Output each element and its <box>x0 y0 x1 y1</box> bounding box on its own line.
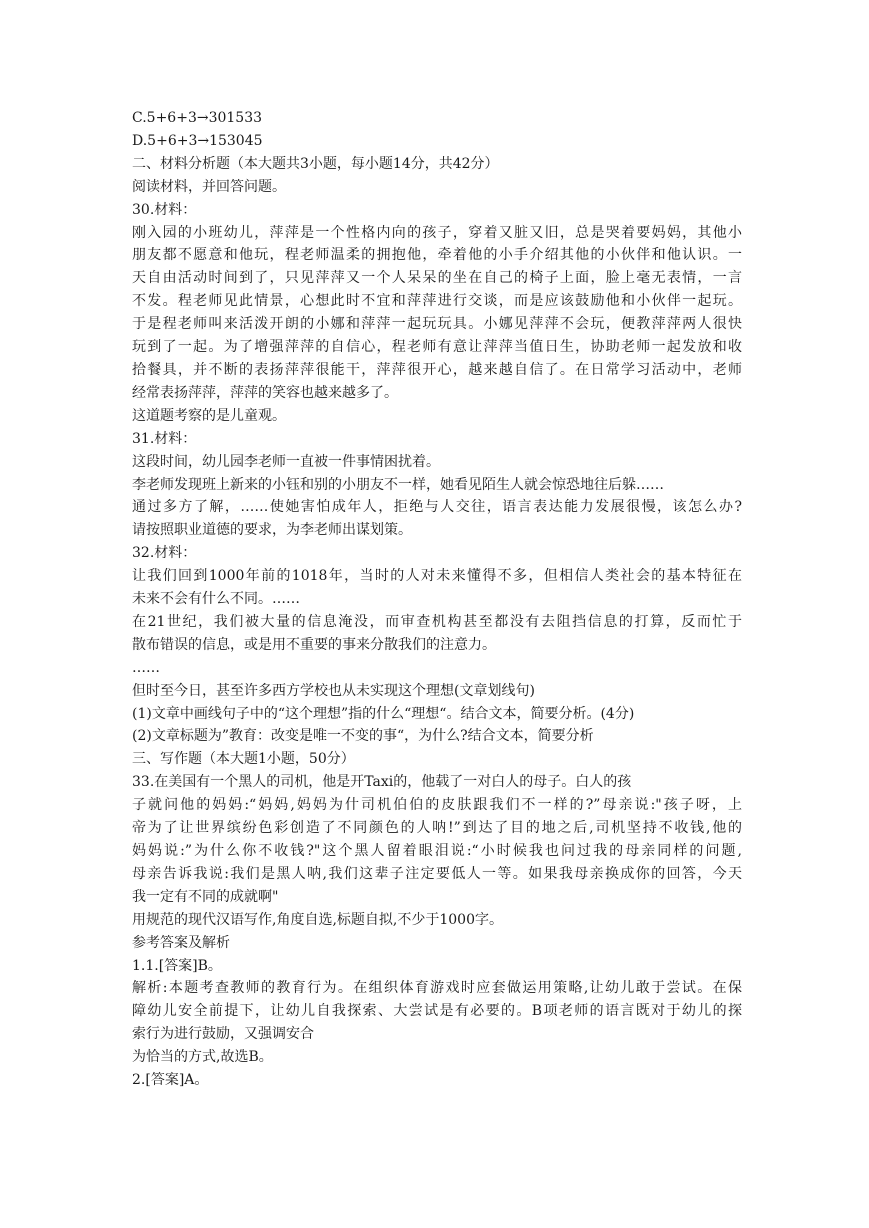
paragraph-line: 帝为了让世界缤纷色彩创造了不同颜色的人呐!”到达了目的地之后,司机坚持不收钱,他的 <box>132 820 742 837</box>
section-heading-writing: 三、写作题（本大题1小题，50分） <box>132 751 355 768</box>
option-c: C.5+6+3→301533 <box>132 110 263 126</box>
answer-1: 1.1.[答案]B。 <box>132 957 222 974</box>
section-heading-material-analysis: 二、材料分析题（本大题共3小题，每小题14分，共42分） <box>132 155 499 172</box>
question-32-label: 32.材料： <box>132 545 197 562</box>
paragraph-line: 母亲告诉我说:我们是黑人呐,我们这辈子注定要低人一等。如果我母亲换成你的回答，今天 <box>132 865 742 882</box>
sub-question-2: (2)文章标题为”教育：改变是唯一不变的事“，为什么?结合文本，简要分析 <box>132 728 594 745</box>
instruction-text: 阅读材料，并回答问题。 <box>132 178 286 195</box>
paragraph-line: 让我们回到1000年前的1018年，当时的人对未来懂得不多，但相信人类社会的基本特征在 <box>132 568 742 585</box>
paragraph-line: 这段时间，幼儿园李老师一直被一件事情困扰着。 <box>132 453 440 470</box>
paragraph-line: 李老师发现班上新来的小钰和别的小朋友不一样，她看见陌生人就会惊恐地往后躲…… <box>132 476 664 493</box>
explanation-line: 解析:本题考查教师的教育行为。在组织体育游戏时应套做运用策略,让幼儿敢于尝试。在保 <box>132 980 742 997</box>
explanation-line: 障幼儿安全前提下，让幼儿自我探索、大尝试是有必要的。B项老师的语言既对于幼儿的探 <box>132 1003 742 1020</box>
paragraph-line: 请按照职业道德的要求，为李老师出谋划策。 <box>132 522 412 539</box>
answers-heading: 参考答案及解析 <box>132 934 230 951</box>
answer-2: 2.[答案]A。 <box>132 1072 209 1089</box>
paragraph-line: 但时至今日，甚至许多西方学校也从未实现这个理想(文章划线句) <box>132 682 535 699</box>
sub-question-1: (1)文章中画线句子中的“这个理想”指的什么“理想“。结合文本，简要分析。(4分) <box>132 705 635 722</box>
question-30-label: 30.材料： <box>132 201 197 218</box>
writing-instruction: 用规范的现代汉语写作,角度自选,标题自拟,不少于1000字。 <box>132 911 503 928</box>
paragraph-line: 不发。程老师见此情景，心想此时不宜和萍萍进行交谈，而是应该鼓励他和小伙伴一起玩。 <box>132 293 742 310</box>
explanation-line: 为恰当的方式,故选B。 <box>132 1049 273 1066</box>
paragraph-line: 天自由活动时间到了，只见萍萍又一个人呆呆的坐在自己的椅子上面，脸上毫无表情，一言 <box>132 270 742 287</box>
paragraph-line: 未来不会有什么不同。…… <box>132 591 300 608</box>
ellipsis-line: …… <box>132 659 160 676</box>
paragraph-line: 散布错误的信息，或是用不重要的事来分散我们的注意力。 <box>132 636 496 653</box>
paragraph-line: 妈妈说:”为什么你不收钱?"这个黑人留着眼泪说:“小时候我也问过我的母亲同样的问题, <box>132 843 742 859</box>
paragraph-line: 子就问他的妈妈:“妈妈,妈妈为什司机伯伯的皮肤跟我们不一样的?”母亲说:"孩子呀，上 <box>132 797 742 814</box>
option-d: D.5+6+3→153045 <box>132 132 263 149</box>
paragraph-line: 刚入园的小班幼儿，萍萍是一个性格内向的孩子，穿着又脏又旧，总是哭着要妈妈，其他小 <box>132 224 742 241</box>
question-31-label: 31.材料： <box>132 430 197 447</box>
paragraph-line: 拾餐具，并不断的表扬萍萍很能干，萍萍很开心，越来越自信了。在日常学习活动中，老师 <box>132 361 742 378</box>
paragraph-line: 我一定有不同的成就啊" <box>132 888 279 905</box>
document-page <box>132 107 742 1092</box>
paragraph-line: 这道题考察的是儿童观。 <box>132 407 286 424</box>
paragraph-line: 玩到了一起。为了增强萍萍的自信心，程老师有意让萍萍当值日生，协助老师一起发放和收 <box>132 339 742 356</box>
paragraph-line: 朋友都不愿意和他玩，程老师温柔的拥抱他，牵着他的小手介绍其他的小伙伴和他认识。一 <box>132 247 742 264</box>
paragraph-line: 于是程老师叫来活泼开朗的小娜和萍萍一起玩玩具。小娜见萍萍不会玩，便教萍萍两人很快 <box>132 316 742 333</box>
paragraph-line: 经常表扬萍萍，萍萍的笑容也越来越多了。 <box>132 384 398 401</box>
question-33-text: 33.在美国有一个黑人的司机，他是开Taxi的，他载了一对白人的母子。白人的孩 <box>132 774 632 791</box>
explanation-line: 索行为进行鼓励，又强调安合 <box>132 1026 314 1043</box>
paragraph-line: 在21世纪，我们被大量的信息淹没，而审查机构甚至都没有去阻挡信息的打算，反而忙于 <box>132 613 742 630</box>
paragraph-line: 通过多方了解，……使她害怕成年人，拒绝与人交往，语言表达能力发展很慢，该怎么办? <box>132 499 742 516</box>
